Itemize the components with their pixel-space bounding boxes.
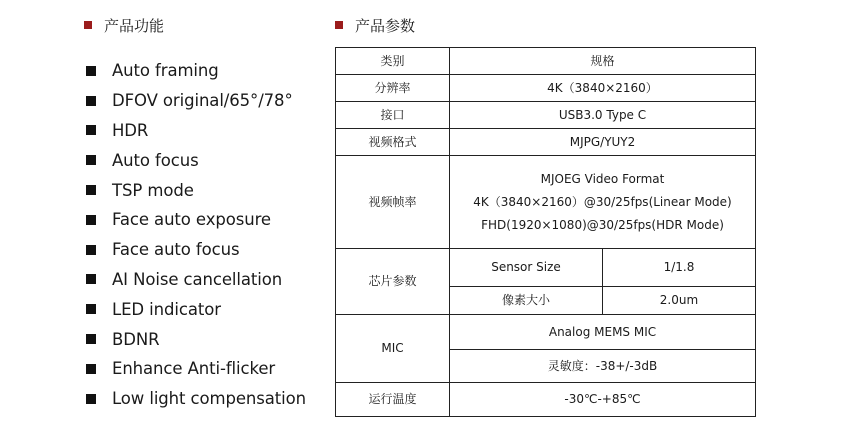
video-format-value-cell: MJPG/YUY2 (450, 129, 756, 156)
feature-list (86, 56, 306, 414)
video-format-key-cell: 视频格式 (336, 129, 450, 156)
chip-key-cell: 芯片参数 (336, 249, 450, 315)
feature-item (86, 354, 306, 384)
bullet-square-icon (86, 96, 96, 106)
bullet-square-icon (86, 66, 96, 76)
mic-sensitivity-line: 灵敏度：-38+/-3dB (547, 358, 658, 373)
table-row (336, 383, 756, 417)
table-row (336, 48, 756, 75)
bullet-square-icon (86, 274, 96, 284)
feature-item (86, 265, 306, 295)
bullet-square-icon (86, 125, 96, 135)
feature-item (86, 324, 306, 354)
feature-text: TSP mode (112, 180, 194, 200)
resolution-value-cell: 4K（3840×2160） (450, 75, 756, 102)
header-key-cell: 类别 (336, 48, 450, 75)
feature-text: Face auto focus (112, 240, 240, 260)
bullet-square-icon (86, 215, 96, 225)
frame-rate-key-cell: 视频帧率 (336, 156, 450, 249)
table-row (336, 156, 756, 249)
frame-rate-line: MJOEG Video Format (540, 171, 665, 186)
feature-item (86, 175, 306, 205)
temperature-key-cell: 运行温度 (336, 383, 450, 417)
heading-bullet-icon (335, 21, 343, 29)
feature-text: Low light compensation (112, 389, 306, 409)
temperature-value-cell: -30℃-+85℃ (450, 383, 756, 417)
bullet-square-icon (86, 334, 96, 344)
interface-value-cell: USB3.0 Type C (450, 102, 756, 129)
heading-bullet-icon (84, 21, 92, 29)
specs-heading (335, 14, 415, 36)
frame-rate-value-cell (450, 156, 756, 249)
feature-item (86, 145, 306, 175)
features-heading (84, 14, 164, 36)
bullet-square-icon (86, 364, 96, 374)
feature-item (86, 294, 306, 324)
bullet-square-icon (86, 245, 96, 255)
feature-item (86, 86, 306, 116)
specs-table (335, 47, 756, 417)
sensor-size-label-cell: Sensor Size (450, 249, 603, 287)
feature-item (86, 235, 306, 265)
mic-type-line: Analog MEMS MIC (450, 315, 755, 350)
bullet-square-icon (86, 304, 96, 314)
feature-text: BDNR (112, 329, 160, 349)
feature-text: Auto framing (112, 61, 219, 81)
bullet-square-icon (86, 155, 96, 165)
bullet-square-icon (86, 185, 96, 195)
table-row (336, 102, 756, 129)
feature-item (86, 116, 306, 146)
bullet-square-icon (86, 394, 96, 404)
resolution-key-cell: 分辨率 (336, 75, 450, 102)
table-row (336, 129, 756, 156)
table-row (336, 315, 756, 383)
frame-rate-line: 4K（3840×2160）@30/25fps(Linear Mode) (473, 194, 732, 209)
mic-key-cell: MIC (336, 315, 450, 383)
frame-rate-line: FHD(1920×1080)@30/25fps(HDR Mode) (481, 217, 724, 232)
pixel-size-value-cell: 2.0um (603, 287, 756, 315)
feature-item (86, 384, 306, 414)
feature-text: AI Noise cancellation (112, 269, 283, 289)
table-row (336, 75, 756, 102)
interface-key-cell: 接口 (336, 102, 450, 129)
feature-item (86, 205, 306, 235)
pixel-size-label-cell: 像素大小 (450, 287, 603, 315)
feature-item (86, 56, 306, 86)
feature-text: HDR (112, 120, 149, 140)
feature-text: Face auto exposure (112, 210, 271, 230)
sensor-size-value-cell: 1/1.8 (603, 249, 756, 287)
mic-value-cell (450, 315, 756, 383)
header-value-cell: 规格 (450, 48, 756, 75)
table-row (336, 249, 756, 287)
features-heading-text: 产品功能 (104, 16, 165, 35)
specs-heading-text: 产品参数 (355, 16, 416, 35)
feature-text: Enhance Anti-flicker (112, 359, 276, 379)
feature-text: DFOV original/65°/78° (112, 91, 293, 111)
feature-text: LED indicator (112, 299, 221, 319)
feature-text: Auto focus (112, 150, 199, 170)
